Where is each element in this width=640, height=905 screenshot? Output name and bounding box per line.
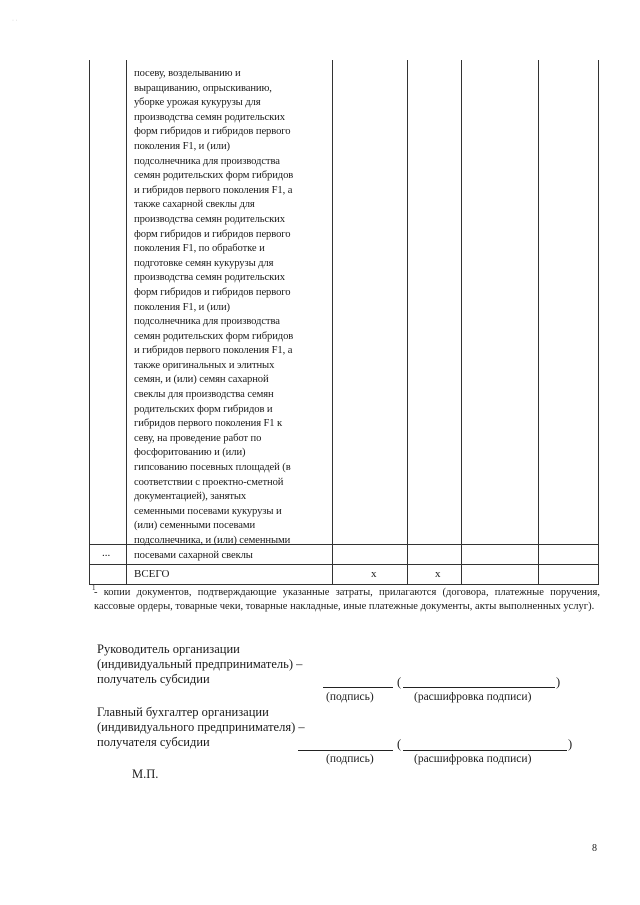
decode-caption: (расшифровка подписи) [414, 753, 532, 765]
accountant-signature-label [97, 705, 305, 750]
scan-margin-mark: · · [12, 18, 18, 24]
accountant-signature-line [298, 750, 393, 751]
description-line: подсолнечника для производства [134, 155, 280, 167]
table-column-border [126, 60, 127, 585]
description-line: поколения F1, по обработке и [134, 243, 265, 255]
footnote-text: - копии документов, подтверждающие указанные затраты, прилагаются (договора, платежные поручения, кассовые ордеры, товарные чеки, товарные накладные, иные платежные документы, акты выполненных услуг). [94, 587, 600, 612]
description-line: выращиванию, опрыскиванию, [134, 82, 272, 94]
description-line: поколения F1, и (или) [134, 301, 230, 313]
description-line: подсолнечника, и (или) семенными [134, 535, 291, 546]
description-line: семян родительских форм гибридов [134, 170, 294, 182]
description-line: (или) семенными посевами [134, 520, 256, 532]
description-line: документацией), занятых [134, 491, 247, 503]
description-line: также сахарной свеклы для [134, 199, 255, 211]
description-line: родительских форм гибридов и [134, 403, 273, 415]
signature-label-line: получателя субсидии [97, 735, 210, 749]
sign-caption: (подпись) [326, 691, 374, 703]
ellipsis-row: ... [102, 547, 111, 559]
total-mark: х [371, 568, 377, 580]
total-label: ВСЕГО [134, 568, 170, 580]
table-column-border [89, 60, 90, 585]
description-line: также оригинальных и элитных [134, 359, 275, 371]
description-line: свеклы для производства семян [134, 389, 274, 401]
description-line: фосфоритованию и (или) [134, 447, 246, 459]
description-line: уборке урожая кукурузы для [134, 97, 261, 109]
sign-caption: (подпись) [326, 753, 374, 765]
description-line: производства семян родительских [134, 272, 285, 284]
description-line: поколения F1, и (или) [134, 140, 230, 152]
description-line: семян, и (или) семян сахарной [134, 374, 269, 386]
footnote-marker: 1 [92, 584, 96, 592]
head-decode-line [403, 687, 555, 688]
table-column-border [407, 60, 408, 585]
head-signature-label [97, 642, 302, 687]
signature-label-line: получатель субсидии [97, 672, 210, 686]
table-column-border [598, 60, 599, 585]
paren-close: ) [568, 737, 573, 751]
description-line: посевами сахарной свеклы [134, 549, 253, 561]
description-line: севу, на проведение работ по [134, 432, 262, 444]
description-line: производства семян родительских [134, 111, 285, 123]
table-row-separator [89, 564, 599, 565]
description-line: производства семян родительских [134, 213, 285, 225]
description-line: гипсованию посевных площадей (в [134, 462, 291, 474]
signature-label-line: Главный бухгалтер организации [97, 705, 269, 719]
description-line: форм гибридов и гибридов первого [134, 286, 291, 298]
description-line: и гибридов первого поколения F1, а [134, 345, 293, 357]
signature-label-line: (индивидуальный предприниматель) – [97, 657, 303, 671]
expenses-table [89, 60, 599, 585]
paren-open: ( [397, 737, 402, 751]
description-line: гибридов первого поколения F1 к [134, 418, 283, 430]
paren-open: ( [397, 675, 402, 689]
decode-caption: (расшифровка подписи) [414, 691, 532, 703]
table-column-border [538, 60, 539, 585]
expense-description-cell [134, 67, 334, 563]
signature-label-line: Руководитель организации [97, 642, 240, 656]
accountant-decode-line [403, 750, 567, 751]
description-line: форм гибридов и гибридов первого [134, 126, 291, 138]
description-line: форм гибридов и гибридов первого [134, 228, 291, 240]
description-line: подготовке семян кукурузы для [134, 257, 274, 269]
signature-label-line: (индивидуального предпринимателя) – [97, 720, 305, 734]
description-line: и гибридов первого поколения F1, а [134, 184, 293, 196]
description-line: посеву, возделыванию и [134, 68, 241, 79]
description-line: соответствии с проектно-сметной [134, 476, 284, 488]
head-signature-line [323, 687, 393, 688]
description-line: семенными посевами кукурузы и [134, 505, 282, 517]
table-column-border [461, 60, 462, 585]
stamp-place: М.П. [132, 767, 159, 781]
description-line: подсолнечника для производства [134, 316, 280, 328]
description-line: семян родительских форм гибридов [134, 330, 294, 342]
table-bottom-border [89, 584, 599, 585]
page-number: 8 [592, 843, 597, 854]
paren-close: ) [556, 675, 561, 689]
total-mark: х [435, 568, 441, 580]
